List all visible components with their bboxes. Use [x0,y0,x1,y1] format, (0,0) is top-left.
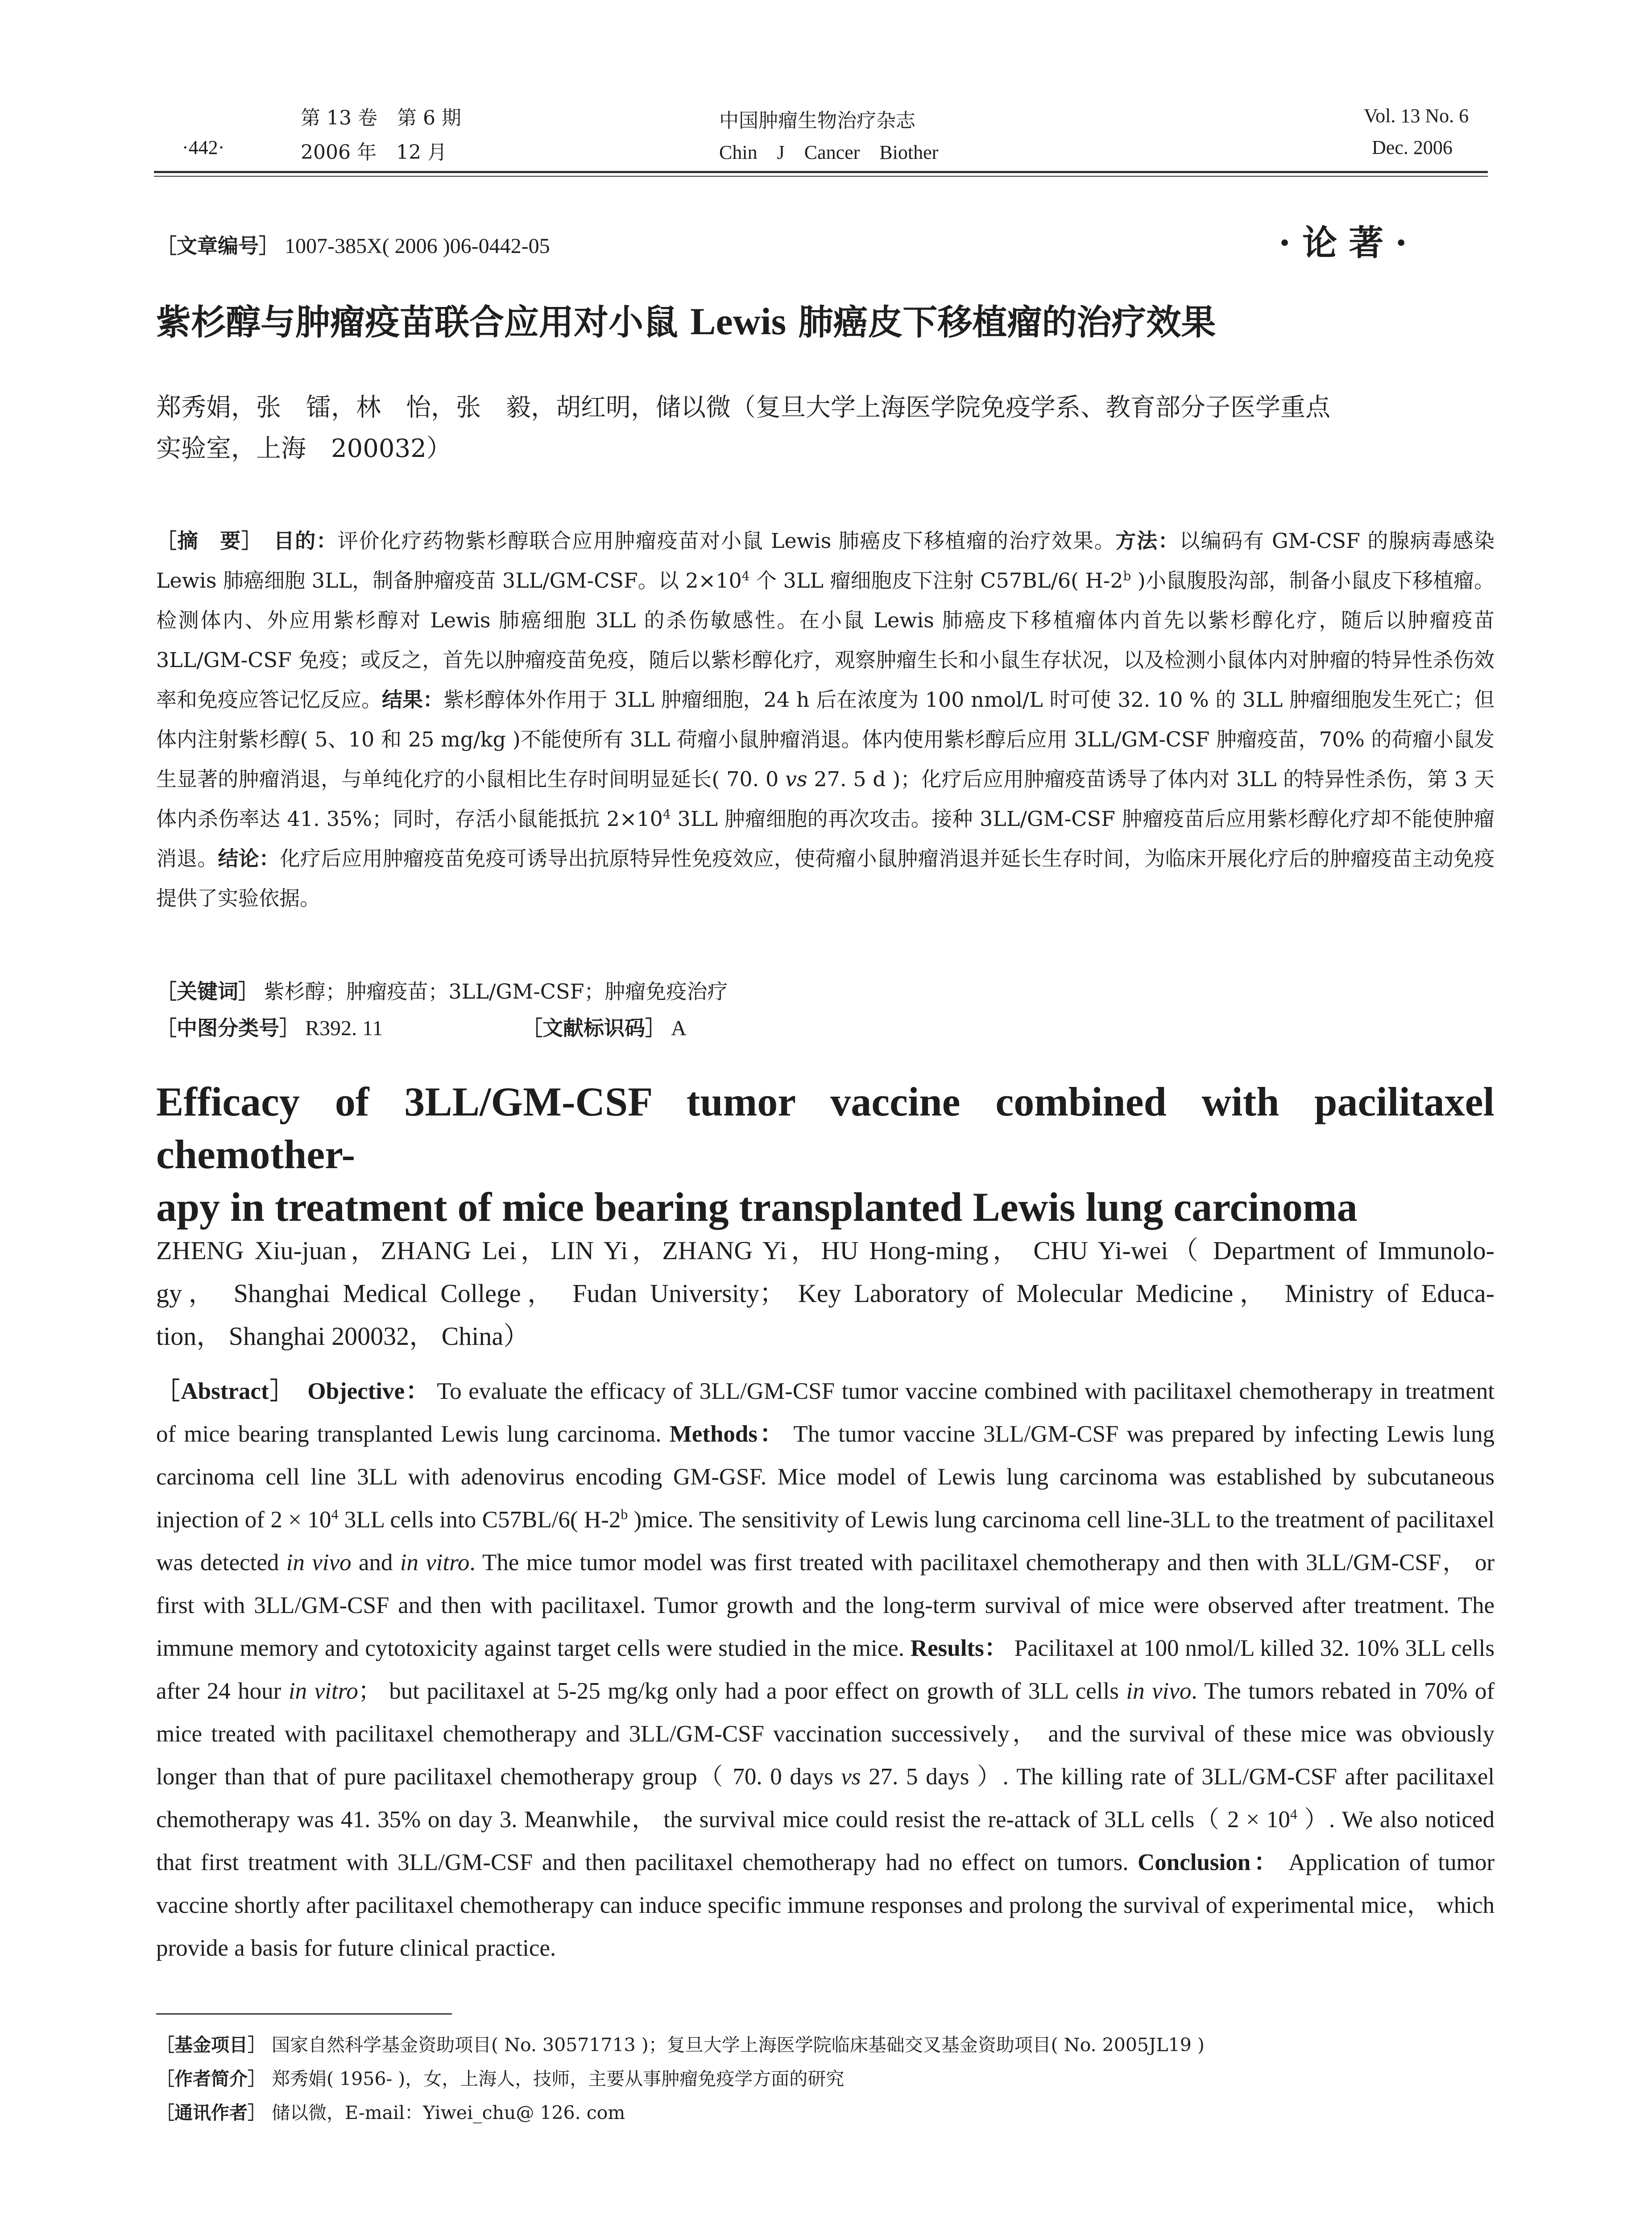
column-tag: ·论著· [1279,223,1419,263]
conclusion-en: Application of tumor vaccine shortly after pacilitaxel chemotherapy can induce specific immune responses and prolong the survival of experimental mice， which provide a basis for future clinical practice. [156,1849,1495,1961]
methods-cn: 个 3LL 瘤细胞皮下注射 C57BL/6( H-2 [749,568,1123,593]
correspondence-text: 储以微，E-mail：Yiwei_chu@ 126. com [272,2102,625,2123]
authors-cn: 郑秀娟，张 镭，林 怡，张 毅，胡红明，储以微（复旦大学上海医学院免疫学系、教育部分子医学重点 [156,393,1330,422]
author-bio-label: ［作者简介］ [156,2068,266,2090]
header-rule-thin [154,176,1488,177]
volume-issue-cn: 第 13 卷 第 6 期 [301,107,461,129]
document-code-value: A [671,1016,687,1040]
results-en: 27. 5 days ）. The killing rate of 3LL/GM-CSF after pacilitaxel chemotherapy was 41. 35% on day 3. Meanwhile， the survival mice could resist the re-attack of 3LL cells（ 2 × 10 [156,1764,1495,1833]
in-vivo-italic: in vivo [1126,1678,1192,1704]
correspondence-label: ［通讯作者］ [156,2102,266,2123]
footnote-rule [156,2013,452,2015]
methods-label-en: Methods： [669,1421,786,1447]
keywords-text: 紫杉醇；肿瘤疫苗；3LL/GM-CSF；肿瘤免疫治疗 [264,979,728,1004]
objective-en: To evaluate the efficacy of 3LL/GM-CSF tumor vaccine combined with pacilitaxel chemotherapy in treatment of mice bearing transplanted Lewis lung carcinoma. [156,1378,1495,1447]
authors-en [156,1229,1495,1358]
keywords-cn [156,975,728,1005]
vs-italic: vs [785,767,807,791]
in-vitro-italic: in vitro [288,1678,358,1704]
fund-label: ［基金项目］ [156,2034,266,2056]
results-cn: 3LL 肿瘤细胞的再次攻击。接种 3LL/GM-CSF 肿瘤疫苗后应用紫杉醇化疗却不能使肿瘤消退。 [156,807,1495,871]
authors-en-line: tion， Shanghai 200032， China） [156,1322,530,1351]
document-code [522,1012,687,1041]
article-number [156,230,550,259]
results-en: ）. We also noticed that first treatment with 3LL/GM-CSF and then pacilitaxel chemotherapy had no effect on tumors. [156,1807,1495,1875]
objective-label-cn: 目的： [273,529,338,553]
results-en: Pacilitaxel at 100 nmol/L killed 32. 10% 3LL cells after 24 hour [156,1635,1495,1704]
results-label-cn: 结果： [382,688,444,712]
classification-label: ［中图分类号］ [156,1016,300,1040]
methods-cn: )小鼠腹股沟部，制备小鼠皮下移植瘤。检测体内、外应用紫杉醇对 Lewis 肺癌细胞 3LL 的杀伤敏感性。在小鼠 Lewis 肺癌皮下移植瘤体内首先以紫杉醇化疗，随后以肿瘤疫苗 3LL/GM-CSF 免疫；或反之，首先以肿瘤疫苗免疫，随后以紫杉醇化疗，观察肿瘤生长和小鼠生存状况，以及检测小鼠体内对肿瘤的特异性杀伤效率和免疫应答记忆反应。 [156,568,1495,712]
abstract-cn-label: ［摘 要］ [156,529,253,553]
date-cn: 2006 年 12 月 [301,141,447,164]
author-bio-text: 郑秀娟( 1956- )，女，上海人，技师，主要从事肿瘤免疫学方面的研究 [272,2068,845,2090]
abstract-en [156,1370,1495,1970]
article-number-value: 1007-385X( 2006 )06-0442-05 [285,234,550,258]
authors-en-line: gy， Shanghai Medical College， Fudan University； Key Laboratory of Molecular Medicine， Ministry of Educa- [156,1279,1495,1308]
vs-italic: vs [841,1764,861,1790]
methods-en: )mice. The sensitivity of Lewis lung carcinoma cell line-3LL to the treatment of pacilitaxel was detected [156,1507,1495,1576]
article-number-label: ［文章编号］ [156,234,279,258]
journal-name-en: Chin J Cancer Biother [719,141,939,163]
methods-cn: 以编码有 GM-CSF 的腺病毒感染 Lewis 肺癌细胞 3LL，制备肿瘤疫苗 3LL/GM-CSF。以 2×10 [156,529,1495,593]
superscript: 4 [741,568,750,584]
abstract-cn [156,521,1495,918]
abstract-en-label: ［Abstract］ [156,1378,283,1404]
objective-cn: 评价化疗药物紫杉醇联合应用肿瘤疫苗对小鼠 Lewis 肺癌皮下移植瘤的治疗效果。 [337,529,1116,553]
title-cn-latin: Lewis [690,300,787,343]
journal-name-cn: 中国肿瘤生物治疗杂志 [719,109,915,132]
results-en: ； but pacilitaxel at 5-25 mg/kg only had a poor effect on growth of 3LL cells [358,1678,1126,1704]
document-code-label: ［文献标识码］ [522,1016,666,1040]
in-vitro-italic: in vitro [400,1550,470,1576]
conclusion-label-en: Conclusion： [1137,1849,1281,1875]
title-cn [156,294,1495,344]
authors-en-line: ZHENG Xiu-juan，ZHANG Lei，LIN Yi，ZHANG Yi，HU Hong-ming， CHU Yi-wei（ Department of Immunolo- [156,1236,1495,1265]
title-cn-part: 紫杉醇与肿瘤疫苗联合应用对小鼠 [156,303,691,343]
superscript: 4 [331,1506,339,1522]
date-en: Dec. 2006 [1372,137,1453,158]
title-en [156,1075,1495,1233]
methods-en: and [351,1550,400,1576]
results-label-en: Results： [910,1635,1008,1661]
volume-issue-en: Vol. 13 No. 6 [1364,105,1469,127]
in-vivo-italic: in vivo [286,1550,352,1576]
superscript: b [1123,568,1131,584]
fund-text: 国家自然科学基金资助项目( No. 30571713 )；复旦大学上海医学院临床基础交叉基金资助项目( No. 2005JL19 ) [272,2034,1205,2056]
methods-label-cn: 方法： [1115,529,1180,553]
footnote-author [156,2064,844,2090]
methods-en: 3LL cells into C57BL/6( H-2 [338,1507,621,1533]
footnote-correspondence [156,2098,625,2124]
superscript: 4 [1290,1806,1297,1822]
title-en-line: apy in treatment of mice bearing transplanted Lewis lung carcinoma [156,1184,1358,1230]
objective-label-en: Objective： [307,1378,431,1404]
conclusion-cn: 化疗后应用肿瘤疫苗免疫可诱导出抗原特异性免疫效应，使荷瘤小鼠肿瘤消退并延长生存时间，为临床开展化疗后的肿瘤疫苗主动免疫提供了实验依据。 [156,846,1495,910]
superscript: b [621,1506,628,1522]
keywords-label: ［关键词］ [156,979,259,1004]
classification-value: R392. 11 [305,1016,383,1040]
authors-cn-line2: 实验室，上海 200032） [156,434,451,463]
results-cn: 27. 5 d )；化疗后应用肿瘤疫苗诱导了体内对 3LL 的特异性杀伤，第 3 天体内杀伤率达 41. 35%；同时，存活小鼠能抵抗 2×10 [156,767,1495,831]
header-rule [154,171,1488,173]
classification [156,1012,383,1041]
results-en: . The tumors rebated in 70% of mice treated with pacilitaxel chemotherapy and 3LL/GM-CSF vaccination successively， and the survival of these mice was obviously longer than that of pure pacilitaxel chemotherapy group（ 70. 0 days [156,1678,1495,1790]
footnote-fund [156,2030,1205,2057]
superscript: 4 [662,807,671,822]
results-cn: 紫杉醇体外作用于 3LL 肿瘤细胞，24 h 后在浓度为 100 nmol/L 时可使 32. 10 % 的 3LL 肿瘤细胞发生死亡；但体内注射紫杉醇( 5、10 和 25 mg/kg )不能使所有 3LL 荷瘤小鼠肿瘤消退。体内使用紫杉醇后应用 3LL/GM-CSF 肿瘤疫苗，70% 的荷瘤小鼠发生显著的肿瘤消退，与单纯化疗的小鼠相比生存时间明显延长( 70. 0 [156,688,1495,791]
conclusion-label-cn: 结论： [218,846,280,871]
title-en-line: Efficacy of 3LL/GM-CSF tumor vaccine combined with pacilitaxel chemother- [156,1079,1495,1177]
page-number: ·442· [182,137,225,158]
methods-en: The tumor vaccine 3LL/GM-CSF was prepared by infecting Lewis lung carcinoma cell line 3LL with adenovirus encoding GM-GSF. Mice model of Lewis lung carcinoma was established by subcutaneous injection of 2 × 10 [156,1421,1495,1533]
methods-en: . The mice tumor model was first treated with pacilitaxel chemotherapy and then with 3LL/GM-CSF， or first with 3LL/GM-CSF and then with pacilitaxel. Tumor growth and the long-term survival of mice were observed after treatment. The immune memory and cytotoxicity against target cells were studied in the mice. [156,1550,1495,1661]
title-cn-part: 肺癌皮下移植瘤的治疗效果 [786,303,1216,343]
